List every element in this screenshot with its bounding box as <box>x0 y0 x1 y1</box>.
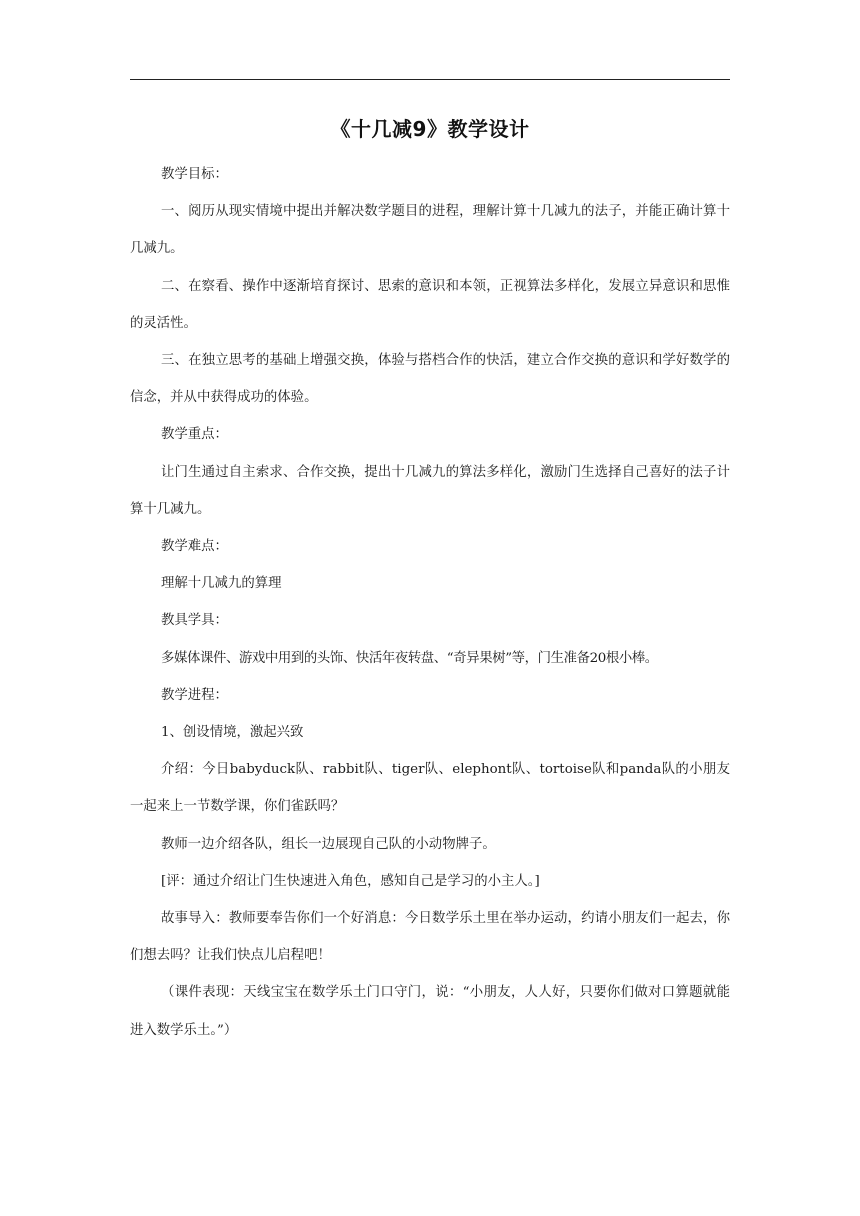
paragraph-introduction: 介绍：今日babyduck队、rabbit队、tiger队、elephont队、tortoise队和panda队的小朋友一起来上一节数学课，你们雀跃吗？ <box>130 762 730 815</box>
header-rule <box>130 79 730 80</box>
paragraph-objective-1: 一、阅历从现实情境中提出并解决数学题目的进程，理解计算十几减九的法子，并能正确计算十几减九。 <box>130 204 730 257</box>
paragraph-story: 故事导入：教师要奉告你们一个好消息：今日数学乐土里在举办运动，约请小朋友们一起去，你们想去吗？让我们快点儿启程吧！ <box>130 911 730 964</box>
paragraph-comment: [评：通过介绍让门生快速进入角色，感知自己是学习的小主人。] <box>161 873 540 889</box>
paragraph-courseware: （课件表现：天线宝宝在数学乐土门口守门，说：“小朋友，人人好，只要你们做对口算题就能进入数学乐土。”） <box>130 985 730 1038</box>
paragraph-key-points: 让门生通过自主索求、合作交换，提出十几减九的算法多样化，激励门生选择自己喜好的法子计算十几减九。 <box>130 464 730 517</box>
paragraph-difficulty: 理解十几减九的算理 <box>161 576 282 592</box>
paragraph-objectives-heading: 教学目标： <box>161 167 228 182</box>
document-title: 《十几减9》教学设计 <box>330 117 530 141</box>
paragraph-materials-heading: 教具学具： <box>161 613 228 629</box>
paragraph-process-heading: 教学进程： <box>161 687 228 703</box>
document-body <box>130 156 730 1049</box>
paragraph-objective-3: 三、在独立思考的基础上增强交换，体验与搭档合作的快活，建立合作交换的意识和学好数学的信念，并从中获得成功的体验。 <box>130 353 730 406</box>
paragraph-step-1: 1、创设情境，激起兴致 <box>161 725 304 741</box>
paragraph-objective-2: 二、在察看、操作中逐渐培育探讨、思索的意识和本领，正视算法多样化，发展立异意识和思惟的灵活性。 <box>130 278 730 331</box>
paragraph-key-points-heading: 教学重点： <box>161 427 228 443</box>
paragraph-materials: 多媒体课件、游戏中用到的头饰、快活年夜转盘、“奇异果树”等，门生准备20根小棒。 <box>161 650 658 666</box>
paragraph-teacher-intro: 教师一边介绍各队，组长一边展现自己队的小动物牌子。 <box>161 836 496 852</box>
paragraph-difficulty-heading: 教学难点： <box>161 539 228 555</box>
